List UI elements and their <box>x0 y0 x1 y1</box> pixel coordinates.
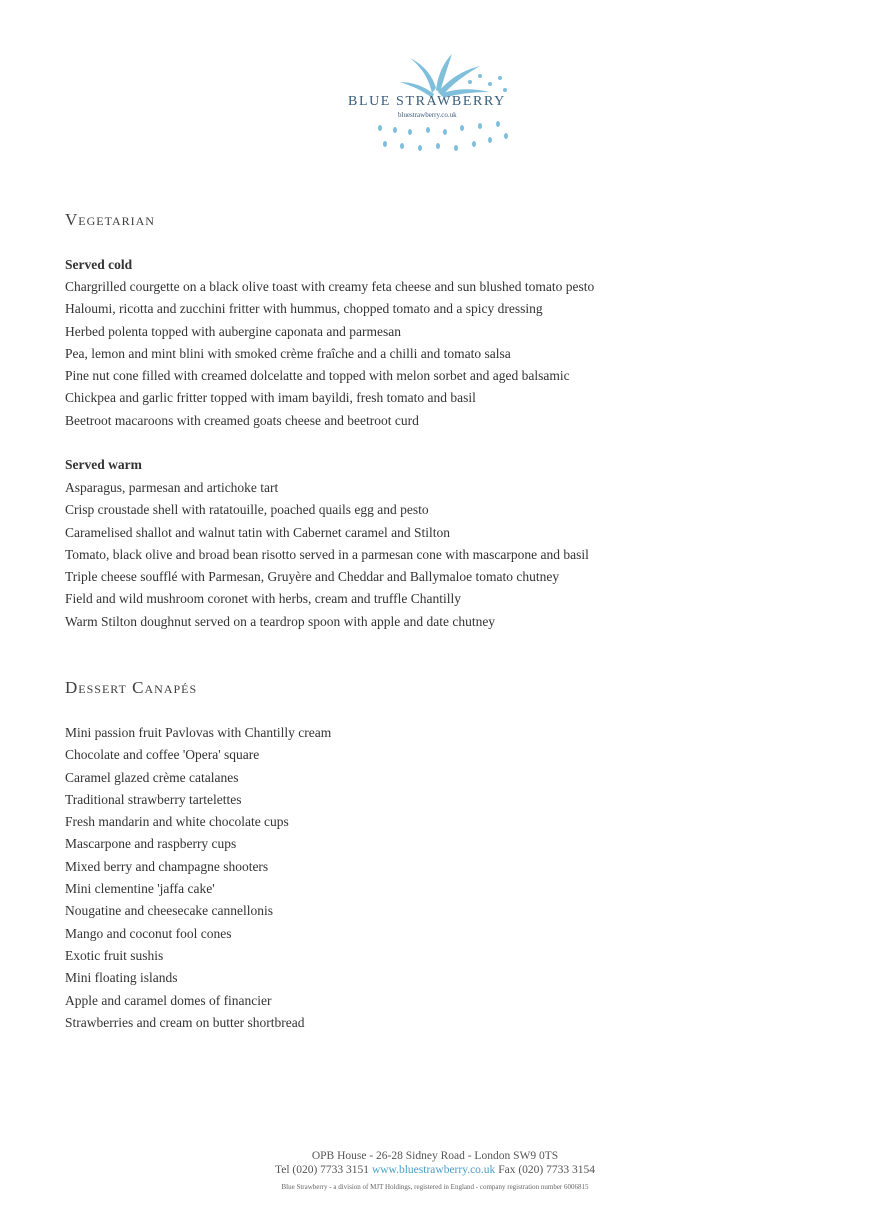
list-item: Fresh mandarin and white chocolate cups <box>65 814 289 830</box>
footer-website-link[interactable]: www.bluestrawberry.co.uk <box>371 1164 496 1176</box>
list-item: Tomato, black olive and broad bean risotto served in a parmesan cone with mascarpone and basil <box>65 546 589 562</box>
served-warm-list <box>65 477 589 633</box>
served-warm-heading: Served warm <box>65 457 142 472</box>
list-item: Caramel glazed crème catalanes <box>65 769 239 785</box>
list-item: Chocolate and coffee 'Opera' square <box>65 747 260 763</box>
list-item: Apple and caramel domes of financier <box>65 992 272 1008</box>
list-item: Nougatine and cheesecake cannellonis <box>65 903 274 919</box>
list-item: Mixed berry and champagne shooters <box>65 858 269 874</box>
list-item: Crisp croustade shell with ratatouille, poached quails egg and pesto <box>65 502 429 518</box>
list-item: Mascarpone and raspberry cups <box>65 836 237 852</box>
list-item: Mini clementine 'jaffa cake' <box>65 881 215 897</box>
list-item: Triple cheese soufflé with Parmesan, Gruyère and Cheddar and Ballymaloe tomato chutney <box>65 569 560 585</box>
footer-tel: Tel (020) 7733 3151 <box>275 1164 370 1176</box>
list-item: Caramelised shallot and walnut tatin with Cabernet caramel and Stilton <box>65 524 451 540</box>
list-item: Pea, lemon and mint blini with smoked crème fraîche and a chilli and tomato salsa <box>65 345 511 361</box>
footer-contact <box>0 1164 870 1176</box>
list-item: Beetroot macaroons with creamed goats cheese and beetroot curd <box>65 412 419 428</box>
served-cold-heading: Served cold <box>65 257 133 272</box>
list-item: Mango and coconut fool cones <box>65 925 232 941</box>
list-item: Field and wild mushroom coronet with herbs, cream and truffle Chantilly <box>65 591 462 607</box>
list-item: Exotic fruit sushis <box>65 947 164 963</box>
brand-url: bluestrawberry.co.uk <box>398 111 457 119</box>
list-item: Mini floating islands <box>65 970 178 986</box>
vegetarian-title: Vegetarian <box>65 210 155 229</box>
dessert-title: Dessert Canapés <box>65 678 198 697</box>
brand-logo <box>340 48 540 158</box>
list-item: Pine nut cone filled with creamed dolcelatte and topped with melon sorbet and aged balsamic <box>65 368 570 384</box>
list-item: Strawberries and cream on butter shortbread <box>65 1014 305 1030</box>
served-cold-list <box>65 276 594 432</box>
footer-fax: Fax (020) 7733 3154 <box>498 1164 595 1176</box>
list-item: Traditional strawberry tartelettes <box>65 791 242 807</box>
list-item: Haloumi, ricotta and zucchini fritter with hummus, chopped tomato and a spicy dressing <box>65 301 543 317</box>
list-item: Warm Stilton doughnut served on a teardrop spoon with apple and date chutney <box>65 613 496 629</box>
list-item: Chargrilled courgette on a black olive toast with creamy feta cheese and sun blushed tomato pesto <box>65 279 595 294</box>
list-item: Herbed polenta topped with aubergine caponata and parmesan <box>65 323 401 339</box>
list-item: Chickpea and garlic fritter topped with imam bayildi, fresh tomato and basil <box>65 390 476 406</box>
brand-name: BLUE STRAWBERRY <box>348 94 506 109</box>
list-item: Asparagus, parmesan and artichoke tart <box>65 480 279 495</box>
footer-legal: Blue Strawberry - a division of MJT Holdings, registered in England - company registration number 6006815 <box>281 1183 589 1191</box>
dessert-list <box>65 722 331 1034</box>
list-item: Mini passion fruit Pavlovas with Chantilly cream <box>65 725 332 740</box>
footer-address: OPB House - 26-28 Sidney Road - London SW9 0TS <box>311 1150 559 1162</box>
